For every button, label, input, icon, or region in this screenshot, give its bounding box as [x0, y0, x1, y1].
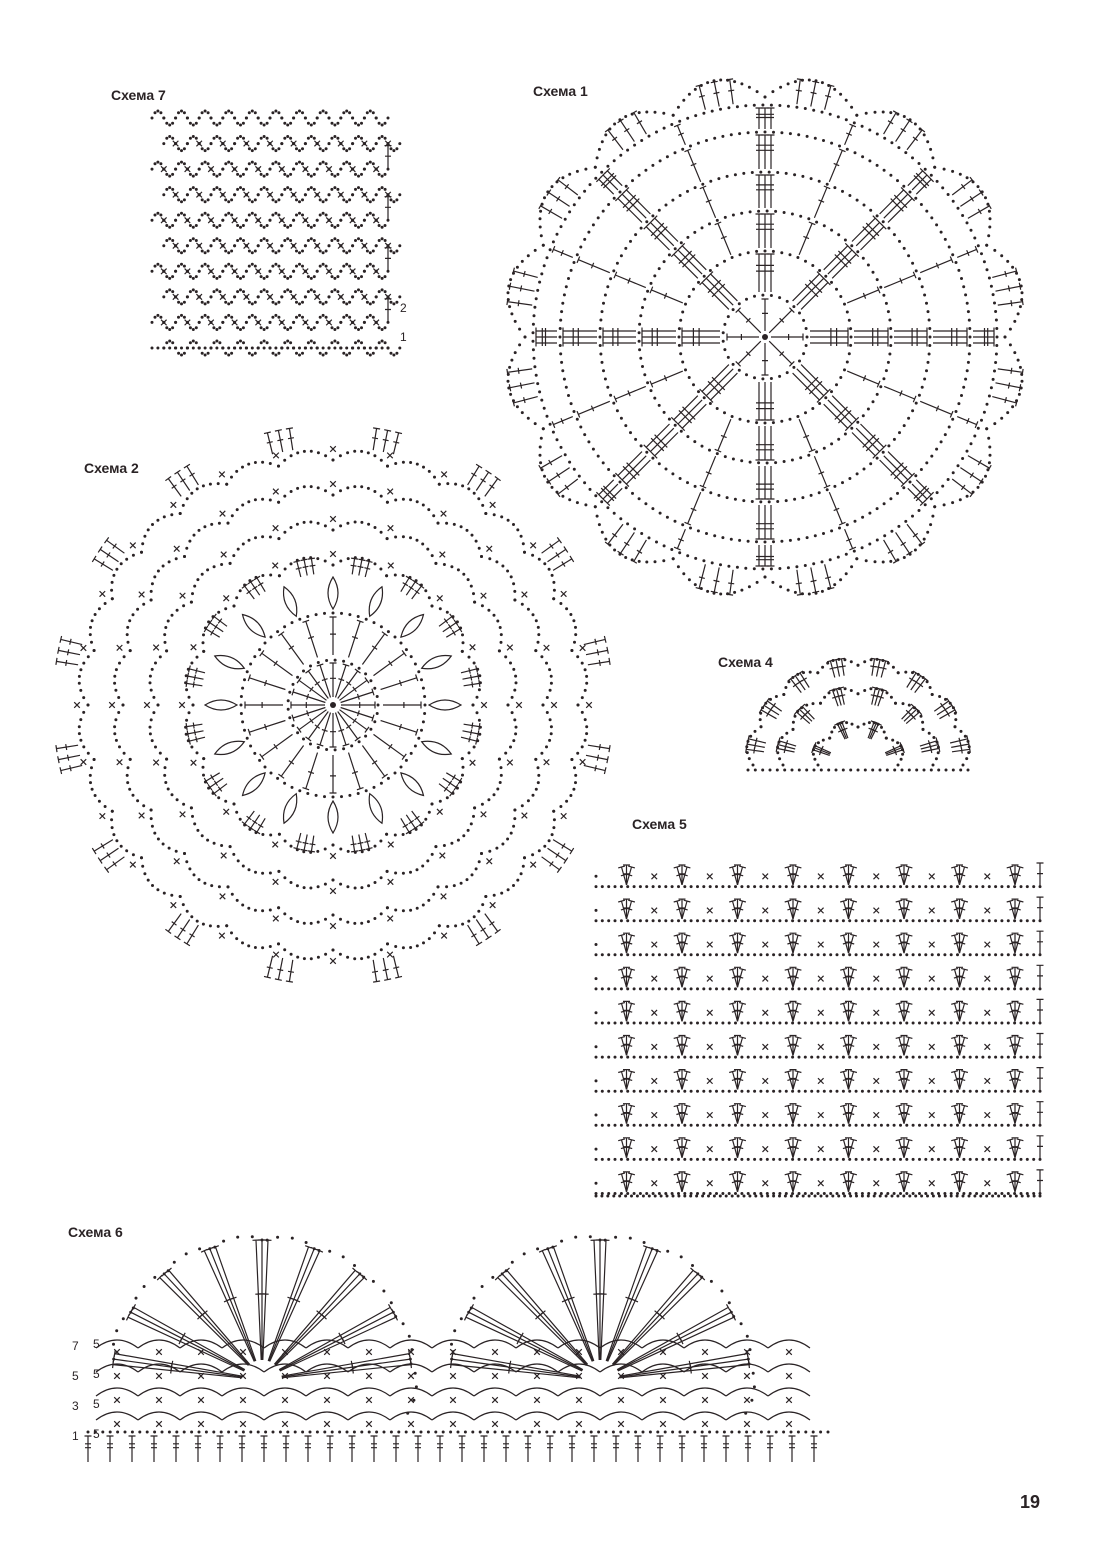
page-number: 19 [1020, 1492, 1041, 1512]
scheme-4-title: Схема 4 [718, 654, 773, 670]
scheme-6-title: Схема 6 [68, 1224, 123, 1240]
scheme-6-row-label: 5 [72, 1369, 79, 1383]
scheme-1-diagram [507, 79, 1024, 596]
scheme-2-title: Схема 2 [84, 460, 139, 476]
scheme-6-loop-count: 5 [93, 1367, 100, 1381]
scheme-5-diagram [595, 863, 1044, 1198]
scheme-7-title: Схема 7 [111, 87, 166, 103]
scheme-2-diagram [56, 428, 610, 982]
scheme-7-row-label: 1 [400, 330, 407, 344]
scheme-6-loop-count: 5 [93, 1427, 100, 1441]
scheme-6-row-label: 1 [72, 1429, 79, 1443]
scheme-7-row-label: 2 [400, 301, 407, 315]
scheme-6-row-label: 7 [72, 1339, 79, 1353]
scheme-6-row-label: 3 [72, 1399, 79, 1413]
scheme-6-diagram [72, 1235, 830, 1462]
scheme-7-diagram [151, 110, 408, 357]
scheme-6-loop-count: 5 [93, 1397, 100, 1411]
scheme-6-loop-count: 5 [93, 1337, 100, 1351]
scheme-1-title: Схема 1 [533, 83, 588, 99]
scheme-5-title: Схема 5 [632, 816, 687, 832]
scheme-4-diagram [745, 658, 970, 772]
